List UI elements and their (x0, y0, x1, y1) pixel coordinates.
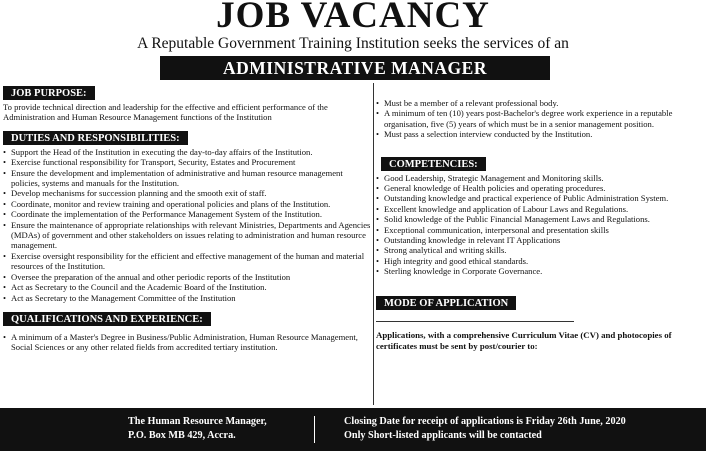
address-line-1: The Human Resource Manager, (128, 416, 267, 427)
job-purpose-heading: JOB PURPOSE: (3, 86, 95, 100)
list-item: • Support the Head of the Institution in executing the day-to-day affairs of the Institution. (3, 147, 372, 157)
list-item: • Strong analytical and writing skills. (376, 245, 704, 255)
list-item: • Sterling knowledge in Corporate Governance. (376, 266, 704, 276)
list-item: • High integrity and good ethical standards. (376, 256, 704, 266)
list-item: • Must be a member of a relevant professional body. (376, 98, 704, 108)
list-item: • Ensure the development and implementation of administrative and human resource management policies, systems and manuals for the Institution. (3, 168, 372, 189)
job-purpose-text: To provide technical direction and leadership for the effective and efficient performance of the Administration and Human Resource Management functions of the Institution (3, 102, 328, 123)
qualifications-heading: QUALIFICATIONS AND EXPERIENCE: (3, 312, 211, 326)
duties-heading: DUTIES AND RESPONSIBILITIES: (3, 131, 188, 145)
headline: JOB VACANCY (216, 0, 490, 36)
list-item: • Excellent knowledge and application of Labour Laws and Regulations. (376, 204, 704, 214)
list-item: • Outstanding knowledge and practical experience of Public Administration System. (376, 193, 704, 203)
list-item: • Outstanding knowledge in relevant IT Applications (376, 235, 704, 245)
competencies-list (376, 173, 704, 277)
list-item: • Act as Secretary to the Council and the Academic Board of the Institution. (3, 282, 372, 292)
list-item: • Coordinate, monitor and review training and operational policies and plans of the Institution. (3, 199, 372, 209)
mode-heading-row (376, 293, 704, 330)
footer-address (128, 415, 308, 443)
list-item: • Coordinate the implementation of the Performance Management System of the Institution. (3, 209, 372, 219)
shortlist-note: Only Short-listed applicants will be contacted (344, 430, 542, 441)
left-column (3, 83, 372, 408)
list-item: • Exceptional communication, interpersonal and presentation skills (376, 225, 704, 235)
list-item: • A minimum of a Master's Degree in Business/Public Administration, Human Resource Management, Social Sciences or any other related fields from accredited tertiary institution. (3, 332, 372, 353)
list-item: • Ensure the maintenance of appropriate relationships with relevant Ministries, Departments and Agencies (MDAs) of government and other stakeholders on issues relating to administration and human resource management. (3, 220, 372, 251)
list-item: • Act as Secretary to the Management Committee of the Institution (3, 293, 372, 303)
list-item: • A minimum of ten (10) years post-Bachelor's degree work experience in a reputable organisation, five (5) years of which must be in a senior management position. (376, 108, 704, 129)
closing-date: Closing Date for receipt of applications is Friday 26th June, 2020 (344, 416, 626, 427)
list-item: • Good Leadership, Strategic Management and Monitoring skills. (376, 173, 704, 183)
list-item: • General knowledge of Health policies and operating procedures. (376, 183, 704, 193)
footer-divider (314, 416, 315, 443)
list-item: • Exercise functional responsibility for Transport, Security, Estates and Procurement (3, 157, 372, 167)
subline: A Reputable Government Training Institution seeks the services of an (137, 35, 569, 52)
mode-text: Applications, with a comprehensive Curriculum Vitae (CV) and photocopies of certificates must be sent by post/courier to: (376, 329, 672, 351)
address-line-2: P.O. Box MB 429, Accra. (128, 430, 236, 441)
position-title: ADMINISTRATIVE MANAGER (160, 56, 550, 80)
qualifications-list-left (3, 332, 372, 353)
list-item: • Develop mechanisms for succession planning and the smooth exit of staff. (3, 188, 372, 198)
right-column (376, 83, 704, 408)
footer-closing (344, 415, 704, 443)
list-item: • Exercise oversight responsibility for the efficient and effective management of the human and material resources of the Institution. (3, 251, 372, 272)
list-item: • Solid knowledge of the Public Financial Management Laws and Regulations. (376, 214, 704, 224)
mode-heading: MODE OF APPLICATION (376, 296, 516, 310)
list-item: • Oversee the preparation of the annual and other periodic reports of the Institution (3, 272, 372, 282)
mode-rule (376, 321, 574, 322)
qualifications-list-right (376, 98, 704, 140)
list-item: • Must pass a selection interview conducted by the Institution. (376, 129, 704, 139)
footer (0, 408, 706, 451)
competencies-heading: COMPETENCIES: (381, 157, 486, 171)
duties-list (3, 147, 372, 303)
column-divider (373, 83, 374, 405)
